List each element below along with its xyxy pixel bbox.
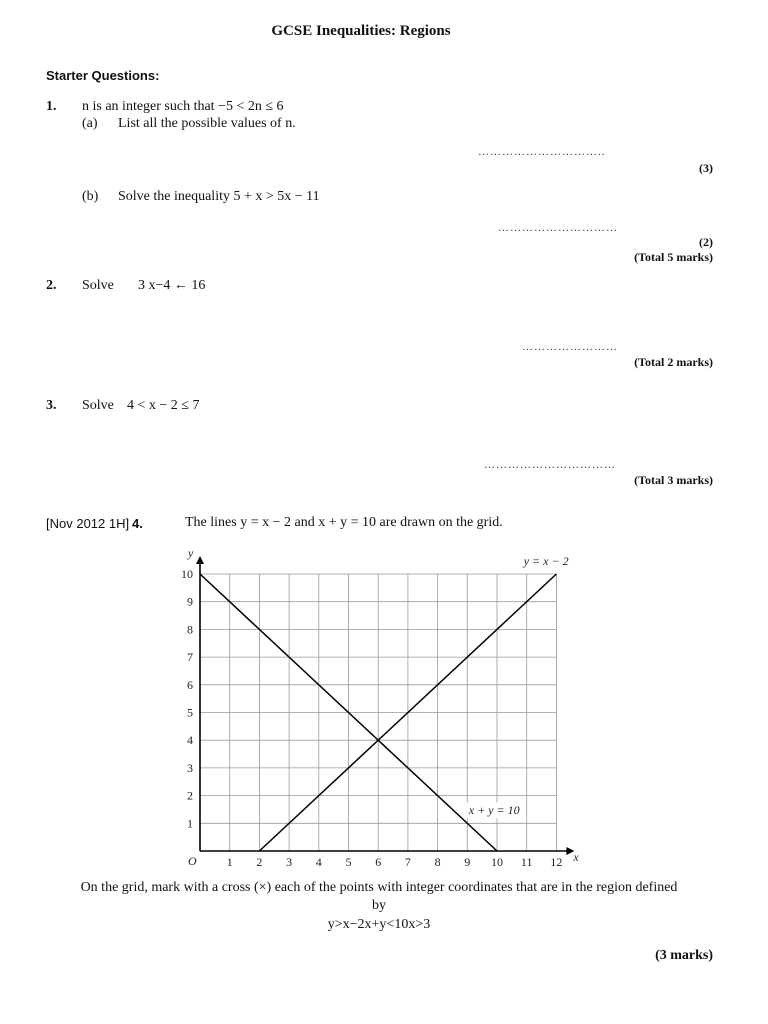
- q1a-label: (a): [82, 116, 98, 131]
- y-tick-label-5: 5: [187, 705, 193, 720]
- x-tick-label-2: 2: [256, 855, 263, 869]
- x-tick-label-3: 3: [286, 855, 293, 869]
- y-axis-label: y: [188, 546, 194, 560]
- starter-heading: Starter Questions:: [46, 68, 160, 83]
- q2-number: 2.: [46, 278, 57, 293]
- q2-total: (Total 2 marks): [634, 355, 713, 369]
- q1-number: 1.: [46, 99, 57, 114]
- series-label-2: x + y = 10: [468, 803, 520, 818]
- origin-label: O: [188, 854, 197, 868]
- x-axis-label: x: [573, 850, 579, 864]
- x-tick-label-7: 7: [404, 855, 411, 869]
- q3-total: (Total 3 marks): [634, 473, 713, 487]
- y-tick-label-7: 7: [187, 650, 193, 665]
- q4-instruction-by: by: [372, 898, 386, 913]
- q4-reference: [Nov 2012 1H]: [46, 516, 130, 531]
- x-tick-label-1: 1: [226, 855, 233, 869]
- q1a-answer-line[interactable]: …………………………..: [478, 146, 606, 158]
- q1b-marks: (2): [699, 235, 713, 249]
- q3-answer-line[interactable]: ……………………………: [484, 459, 616, 471]
- y-tick-label-3: 3: [187, 760, 193, 775]
- q4-stem: The lines y = x − 2 and x + y = 10 are drawn on the grid.: [185, 515, 503, 530]
- q1-total: (Total 5 marks): [634, 250, 713, 264]
- x-tick-label-6: 6: [375, 855, 382, 869]
- q2-expression: 3 x−4 ← 16: [138, 278, 206, 293]
- x-tick-label-9: 9: [464, 855, 471, 869]
- x-tick-label-12: 12: [550, 855, 563, 869]
- series-label-1: y = x − 2: [523, 554, 569, 568]
- y-tick-label-4: 4: [187, 733, 193, 748]
- q2-verb: Solve: [82, 278, 114, 293]
- series-labels: [466, 554, 569, 818]
- y-tick-label-8: 8: [187, 622, 193, 637]
- q1b-answer-line[interactable]: …………………………: [498, 222, 618, 234]
- q3-number: 3.: [46, 398, 57, 413]
- y-tick-label-6: 6: [187, 677, 193, 692]
- x-tick-label-11: 11: [520, 855, 533, 869]
- y-tick-label-10: 10: [181, 567, 193, 581]
- q1a-text: List all the possible values of n.: [118, 116, 296, 131]
- x-tick-label-10: 10: [491, 855, 503, 869]
- page-title: GCSE Inequalities: Regions: [271, 23, 451, 39]
- q3-verb: Solve: [82, 398, 114, 413]
- q1b-text: Solve the inequality 5 + x > 5x − 11: [118, 189, 320, 204]
- q2-answer-line[interactable]: ……………………: [522, 341, 618, 353]
- y-tick-label-2: 2: [187, 788, 193, 803]
- y-tick-label-1: 1: [187, 816, 193, 831]
- x-tick-label-8: 8: [434, 855, 441, 869]
- q1-stem: n is an integer such that −5 < 2n ≤ 6: [82, 99, 284, 114]
- q4-region-definition: y>x−2x+y<10x>3: [327, 917, 431, 932]
- q4-instruction: On the grid, mark with a cross (×) each of the points with integer coordinates that are in the region defined: [80, 880, 678, 895]
- q1b-label: (b): [82, 189, 99, 204]
- y-tick-label-9: 9: [187, 594, 193, 609]
- q1a-marks: (3): [699, 161, 713, 175]
- q4-marks: (3 marks): [655, 948, 713, 963]
- q3-expression: 4 < x − 2 ≤ 7: [127, 398, 200, 413]
- x-tick-label-4: 4: [315, 855, 322, 869]
- x-tick-label-5: 5: [345, 855, 352, 869]
- y-axis-arrow: [196, 556, 204, 564]
- tick-labels: [181, 546, 579, 869]
- q4-number: 4.: [132, 516, 143, 531]
